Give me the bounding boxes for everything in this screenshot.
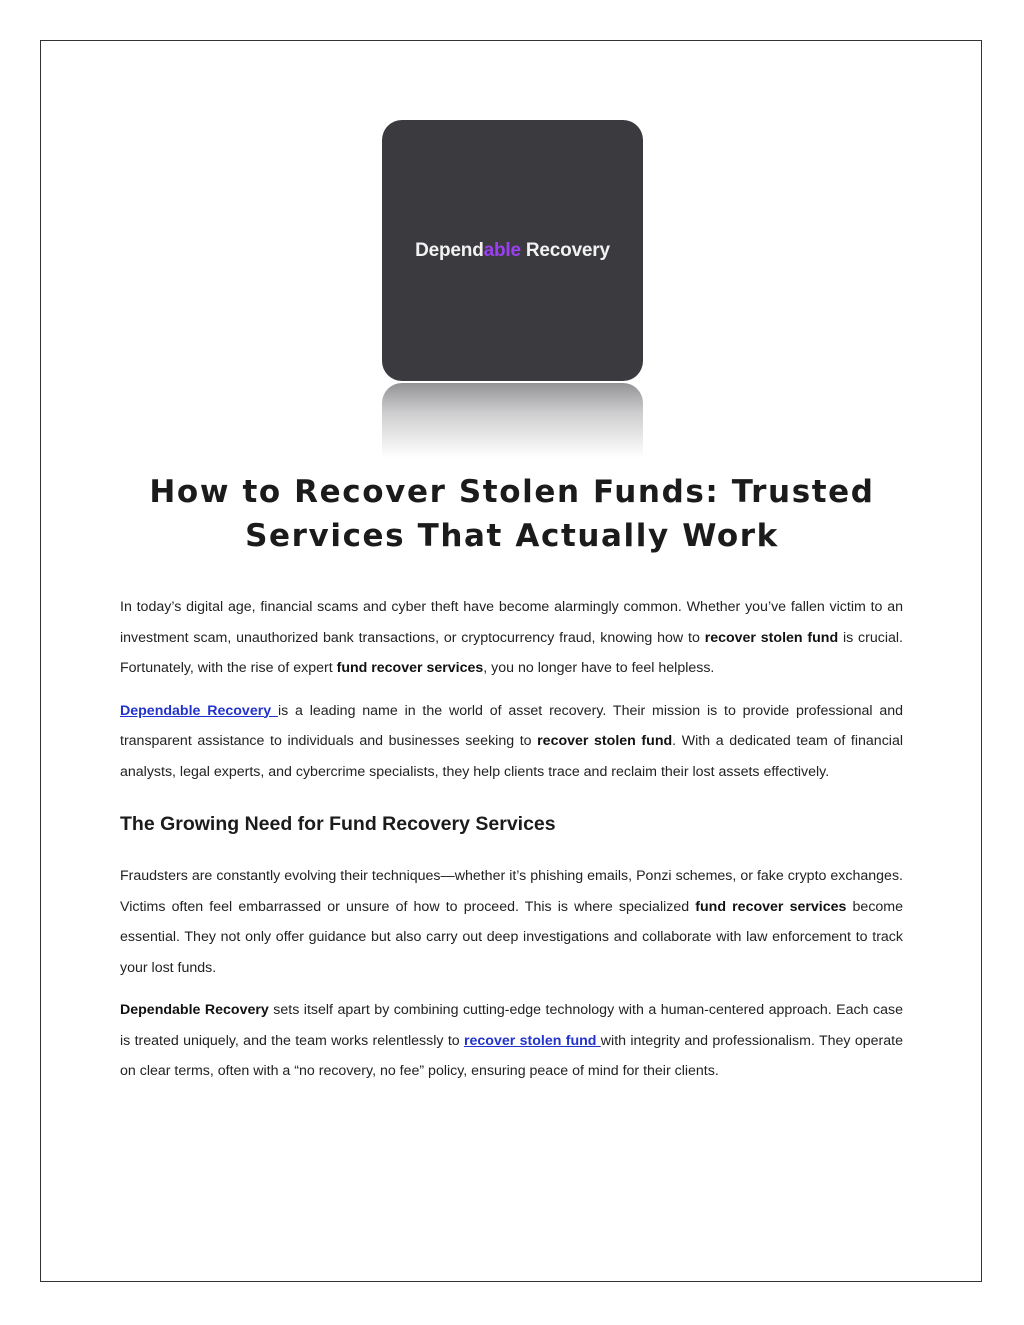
need-bold-1: fund recover services — [695, 898, 847, 915]
approach-bold-1: Dependable Recovery — [120, 1002, 269, 1018]
logo-part-depend: Depend — [415, 239, 484, 261]
dependable-recovery-link[interactable]: Dependable Recovery — [120, 702, 278, 719]
need-text-1: Fraudsters are constantly evolving their techniques—whether it’s phishing emails, Ponzi schemes, or fake crypto exchanges. Victims often feel embarrassed or unsure of how to proceed. This is where specialized — [120, 868, 903, 915]
recover-stolen-fund-link[interactable]: recover stolen fund — [464, 1032, 601, 1049]
article-body — [120, 592, 903, 1099]
company-text-2: . With a dedicated team of financial analysts, legal experts, and cybercrime specialists, they help clients trace and reclaim their lost assets effectively. — [120, 733, 903, 780]
company-bold-1: recover stolen fund — [537, 733, 673, 749]
page-title — [120, 470, 904, 558]
approach-text-2: with integrity and professionalism. They operate on clear terms, often with a “no recovery, no fee” policy, ensuring peace of mind for their clients. — [120, 1032, 903, 1079]
intro-bold-1: recover stolen fund — [704, 629, 839, 646]
intro-text-2: is crucial. Fortunately, with the rise of expert — [120, 629, 903, 676]
company-paragraph — [120, 696, 903, 788]
section-heading: The Growing Need for Fund Recovery Services — [120, 813, 556, 835]
title-line-1: How to Recover Stolen Funds: Trusted — [149, 474, 875, 510]
approach-paragraph — [120, 995, 903, 1087]
brand-logo — [382, 120, 643, 381]
logo-wordmark — [415, 240, 610, 262]
logo-reflection — [382, 383, 643, 458]
need-paragraph — [120, 861, 903, 983]
approach-text-1: sets itself apart by combining cutting-edge technology with a human-centered approach. Each case is treated uniquely, and the team works relentlessly to — [120, 1002, 903, 1049]
company-text-1: is a leading name in the world of asset recovery. Their mission is to provide professional and transparent assistance to individuals and businesses seeking to — [120, 702, 903, 749]
intro-paragraph — [120, 592, 903, 684]
intro-bold-2: fund recover services — [336, 660, 484, 676]
intro-text-1: In today’s digital age, financial scams and cyber theft have become alarmingly common. Whether you’ve fallen victim to an investment scam, unauthorized bank transactions, or cryptocurrency fraud, knowing how to — [120, 599, 903, 646]
need-text-2: become essential. They not only offer guidance but also carry out deep investigations and collaborate with law enforcement to track your lost funds. — [120, 898, 904, 976]
logo-part-recovery: Recovery — [520, 239, 610, 261]
logo-part-able: able — [483, 239, 521, 261]
intro-text-3: , you no longer have to feel helpless. — [483, 660, 715, 676]
title-line-2: Services That Actually Work — [245, 518, 779, 554]
